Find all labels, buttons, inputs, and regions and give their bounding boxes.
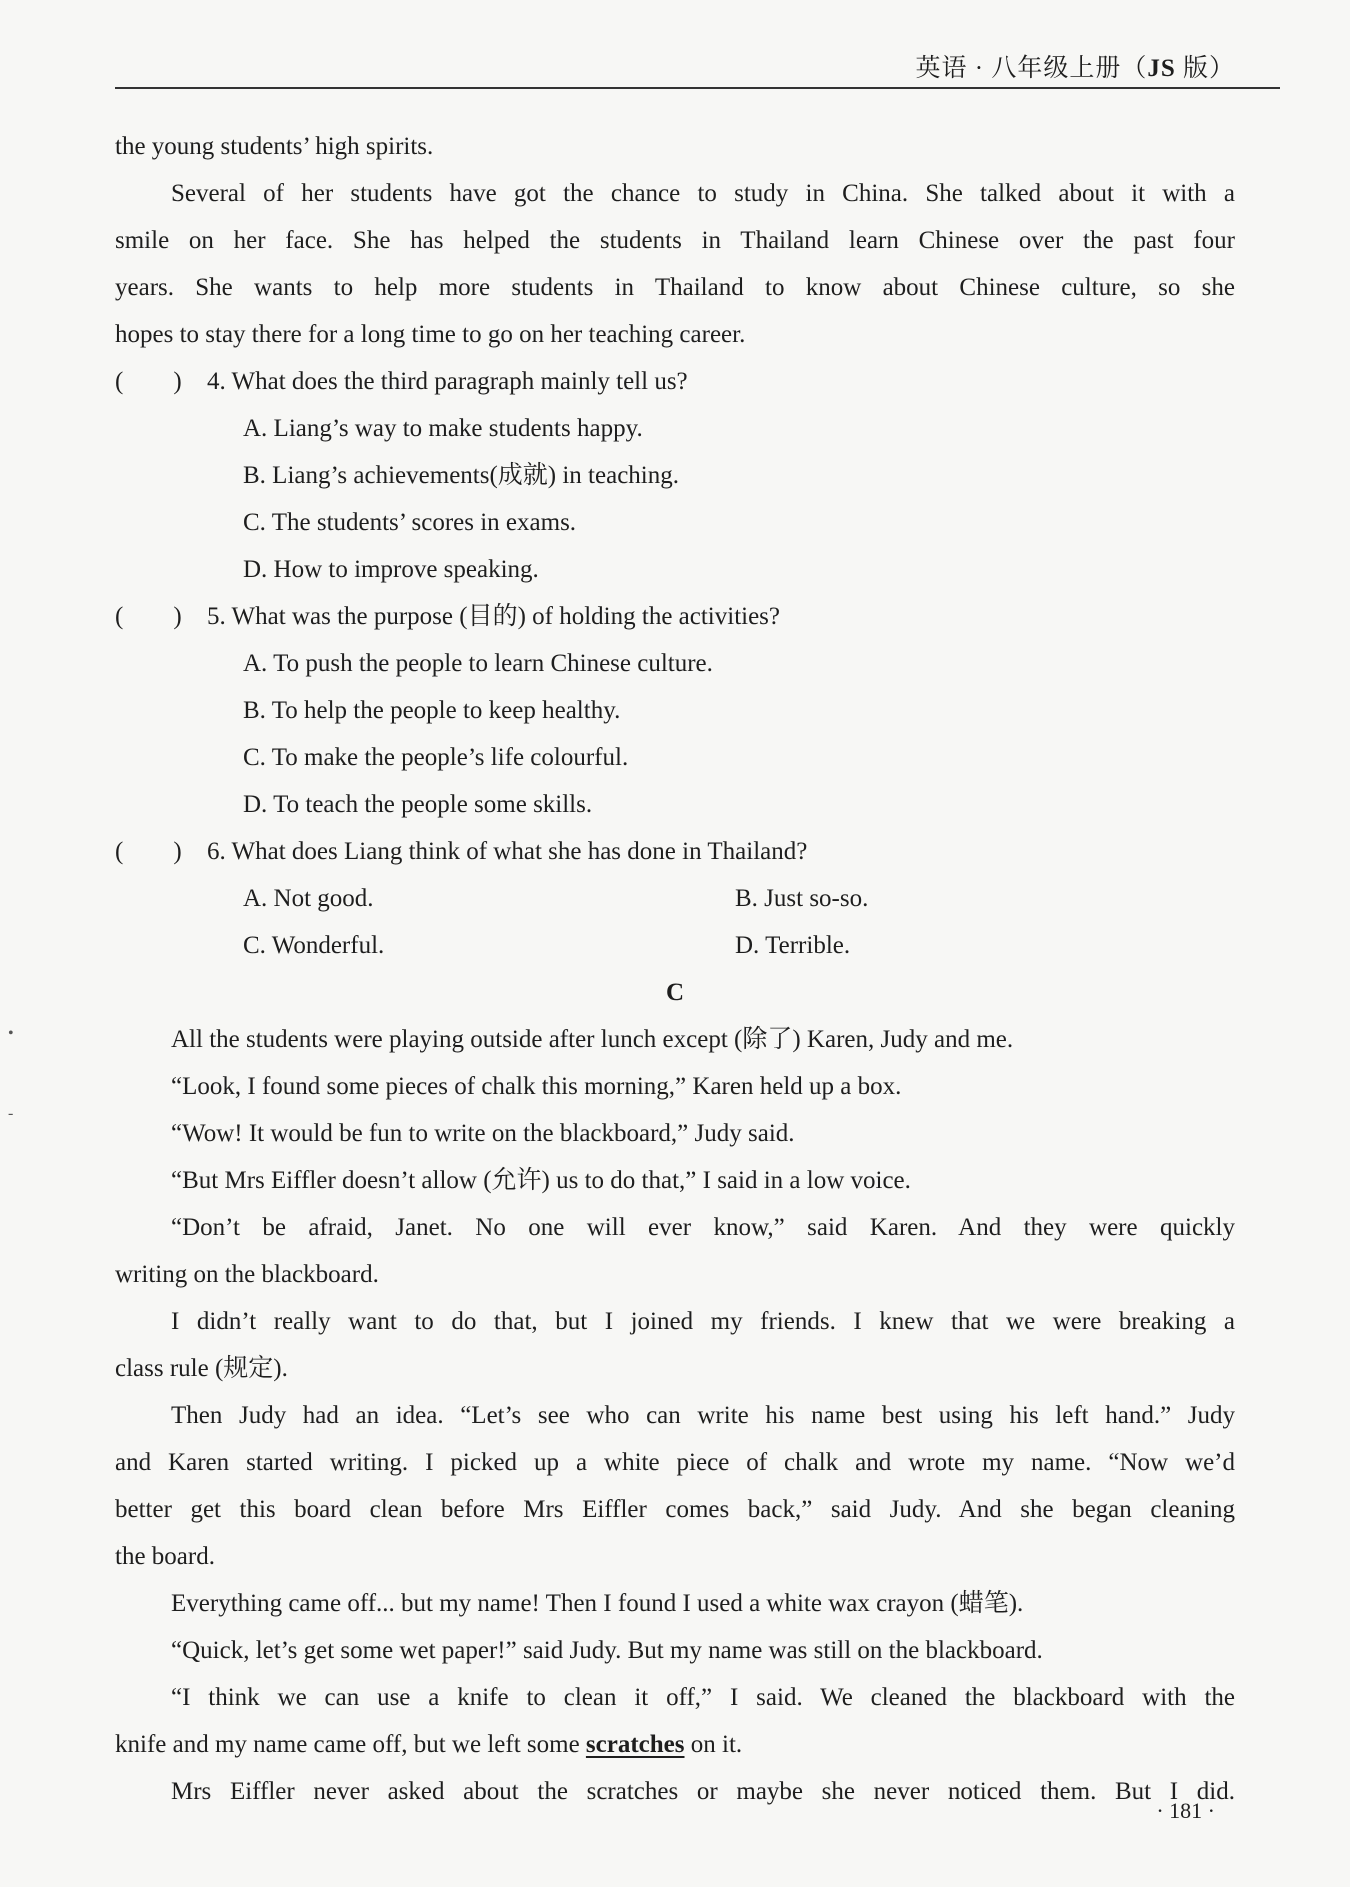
answer-blank[interactable]: ( ) (115, 603, 182, 630)
text-line: “Wow! It would be fun to write on the blackboard,” Judy said. (171, 1120, 795, 1147)
text-line: Everything came off... but my name! Then I found I used a white wax crayon (蜡笔). (171, 1590, 1024, 1617)
question-text: 6. What does Liang think of what she has done in Thailand? (207, 838, 808, 865)
option-6d: D. Terrible. (735, 932, 851, 959)
text-line: better get this board clean before Mrs Eiffler comes back,” said Judy. And she began cleaning (115, 1496, 1235, 1523)
text-line: years. She wants to help more students in Thailand to know about Chinese culture, so she (115, 274, 1235, 301)
text-line: “Look, I found some pieces of chalk this morning,” Karen held up a box. (171, 1073, 902, 1100)
option-4b: B. Liang’s achievements(成就) in teaching. (243, 462, 679, 489)
text-line: Then Judy had an idea. “Let’s see who can write his name best using his left hand.” Judy (171, 1402, 1235, 1429)
text-line: the board. (115, 1543, 215, 1570)
options-row (115, 922, 1235, 969)
section-heading: C (665, 979, 685, 1006)
question-text: 4. What does the third paragraph mainly tell us? (207, 368, 688, 395)
answer-blank[interactable]: ( ) (115, 838, 182, 865)
underlined-word: scratches (585, 1731, 685, 1758)
option-5b: B. To help the people to keep healthy. (243, 697, 621, 724)
option-6a: A. Not good. (243, 885, 374, 912)
question-4 (115, 358, 1235, 405)
option-5a: A. To push the people to learn Chinese culture. (243, 650, 713, 677)
question-6 (115, 828, 1235, 875)
text-line: I didn’t really want to do that, but I joined my friends. I knew that we were breaking a (171, 1308, 1235, 1335)
option-4a: A. Liang’s way to make students happy. (243, 415, 643, 442)
text-line: hopes to stay there for a long time to go on her teaching career. (115, 321, 746, 348)
page-content (115, 123, 1235, 1815)
text-line: All the students were playing outside after lunch except (除了) Karen, Judy and me. (171, 1026, 1014, 1053)
text-line: knife and my name came off, but we left some scratches on it. (115, 1731, 743, 1758)
options-row (115, 875, 1235, 922)
answer-blank[interactable]: ( ) (115, 368, 182, 395)
question-5 (115, 593, 1235, 640)
text-line: smile on her face. She has helped the students in Thailand learn Chinese over the past four (115, 227, 1235, 254)
page-number: · 181 · (1156, 1798, 1215, 1823)
option-6c: C. Wonderful. (243, 932, 385, 959)
text-line: Several of her students have got the chance to study in China. She talked about it with a (171, 180, 1235, 207)
option-5d: D. To teach the people some skills. (243, 791, 593, 818)
option-6b: B. Just so-so. (735, 885, 869, 912)
text-line: class rule (规定). (115, 1355, 288, 1382)
option-5c: C. To make the people’s life colourful. (243, 744, 629, 771)
text-line: writing on the blackboard. (115, 1261, 379, 1288)
text-line: “I think we can use a knife to clean it off,” I said. We cleaned the blackboard with the (171, 1684, 1235, 1711)
page-header (0, 0, 1350, 95)
text-line: the young students’ high spirits. (115, 133, 434, 160)
option-4d: D. How to improve speaking. (243, 556, 539, 583)
book-title: 英语 · 八年级上册（JS 版） (915, 55, 1235, 82)
text-line: “Don’t be afraid, Janet. No one will ever know,” said Karen. And they were quickly (171, 1214, 1235, 1241)
text-line: Mrs Eiffler never asked about the scratches or maybe she never noticed them. But I did. (171, 1778, 1235, 1805)
text-line: “Quick, let’s get some wet paper!” said Judy. But my name was still on the blackboard. (171, 1637, 1043, 1664)
margin-mark: • (8, 1025, 14, 1042)
option-4c: C. The students’ scores in exams. (243, 509, 577, 536)
text-line: “But Mrs Eiffler doesn’t allow (允许) us to do that,” I said in a low voice. (171, 1167, 911, 1194)
margin-mark: - (8, 1105, 14, 1122)
header-rule (115, 87, 1280, 89)
text-line: and Karen started writing. I picked up a white piece of chalk and wrote my name. “Now we’d (115, 1449, 1235, 1476)
question-text: 5. What was the purpose (目的) of holding the activities? (207, 603, 781, 630)
